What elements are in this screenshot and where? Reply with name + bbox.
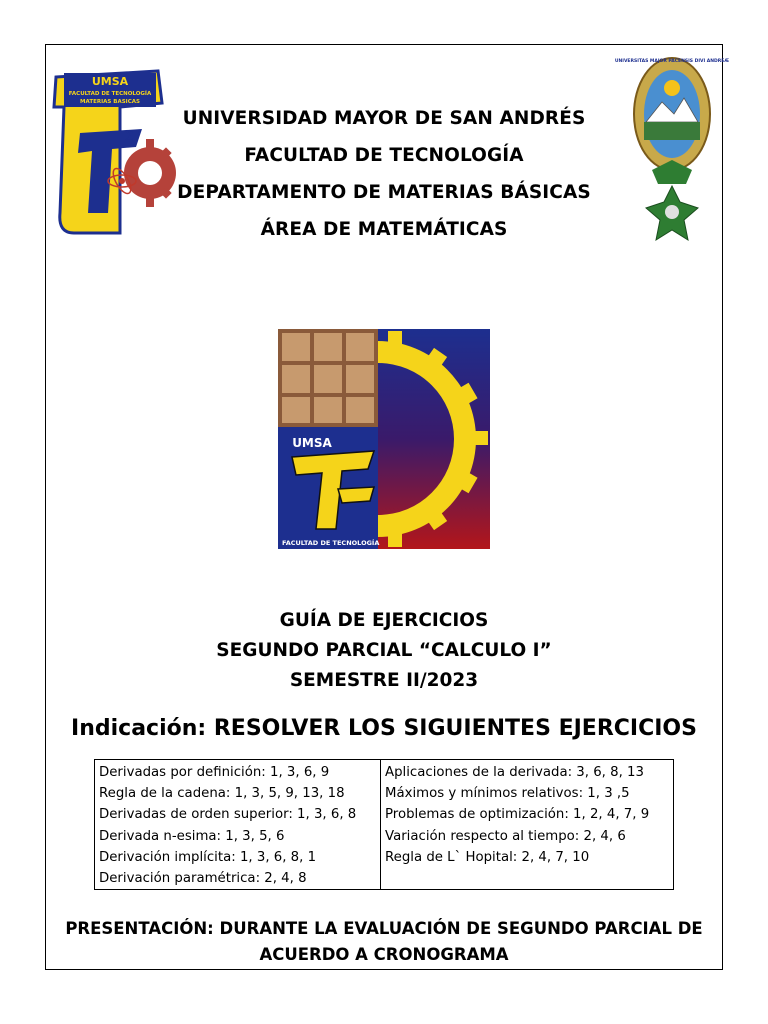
guide-title	[100, 606, 668, 696]
umsa-seal-logo	[614, 52, 730, 252]
center-logo-acronym: UMSA	[292, 436, 332, 450]
presentation-line-1: PRESENTACIÓN: DURANTE LA EVALUACIÓN DE SEGUNDO PARCIAL DE	[65, 919, 703, 938]
logo-left-line2: MATERIAS BASICAS	[80, 99, 140, 105]
logo-left-line1: FACULTAD DE TECNOLOGÍA	[68, 91, 152, 97]
seal-text: UNIVERSITAS MAJOR PACENSIS DIVI ANDREÆ	[614, 59, 730, 64]
logo-left-acronym: UMSA	[91, 75, 129, 88]
topics-right-column	[381, 760, 673, 889]
guide-line-1: GUÍA DE EJERCICIOS	[279, 610, 489, 631]
department-name: DEPARTAMENTO DE MATERIAS BÁSICAS	[177, 182, 591, 203]
indication-heading: Indicación: RESOLVER LOS SIGUIENTES EJERCICIOS	[71, 716, 697, 741]
topic-item: Regla de la cadena: 1, 3, 5, 9, 13, 18	[99, 786, 345, 802]
topic-item: Regla de L` Hopital: 2, 4, 7, 10	[385, 849, 590, 865]
institution-header	[150, 100, 618, 248]
presentation-note	[52, 916, 716, 968]
topic-item: Derivación paramétrica: 2, 4, 8	[99, 871, 307, 887]
university-name: UNIVERSIDAD MAYOR DE SAN ANDRÉS	[182, 108, 586, 129]
faculty-technology-logo	[278, 329, 490, 549]
area-name: ÁREA DE MATEMÁTICAS	[260, 219, 508, 240]
exercise-topics-table	[94, 759, 674, 890]
guide-line-2: SEGUNDO PARCIAL “CALCULO I”	[216, 640, 552, 661]
center-logo-caption: FACULTAD DE TECNOLOGÍA	[282, 539, 380, 547]
topics-left-column	[95, 760, 381, 889]
topic-item: Máximos y mínimos relativos: 1, 3 ,5	[385, 786, 630, 802]
topic-item: Derivada n-esima: 1, 3, 5, 6	[99, 828, 285, 844]
faculty-name: FACULTAD DE TECNOLOGÍA	[244, 145, 524, 166]
topic-item: Aplicaciones de la derivada: 3, 6, 8, 13	[385, 765, 644, 780]
topic-item: Derivadas por definición: 1, 3, 6, 9	[99, 765, 330, 780]
topic-item: Derivación implícita: 1, 3, 6, 8, 1	[99, 849, 317, 865]
svg-text:Σ: Σ	[124, 129, 134, 145]
guide-line-3: SEMESTRE II/2023	[289, 670, 479, 691]
presentation-line-2: ACUERDO A CRONOGRAMA	[259, 945, 509, 964]
topic-item: Variación respecto al tiempo: 2, 4, 6	[385, 828, 626, 844]
topic-item: Derivadas de orden superior: 1, 3, 6, 8	[99, 807, 357, 823]
topic-item: Problemas de optimización: 1, 2, 4, 7, 9	[385, 807, 650, 823]
